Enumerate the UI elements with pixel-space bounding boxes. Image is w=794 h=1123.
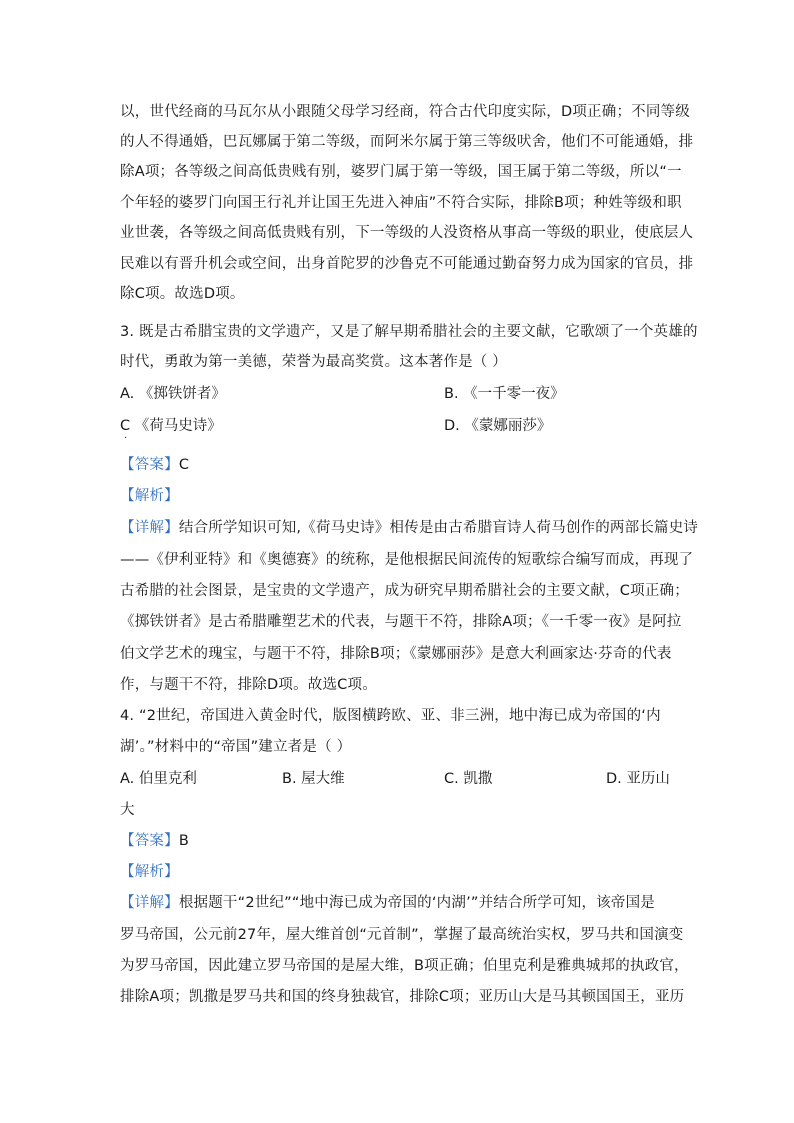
- q3-detail-line: [120, 518, 699, 538]
- question-3-stem: 3. 既是古希腊宝贵的文学遗产，又是了解早期希腊社会的主要文献，它歌颂了一个英雄的: [120, 324, 698, 340]
- detail-text: 根据题干“2世纪”“地中海已成为帝国的‘内湖’”并结合所学可知，该帝国是: [178, 895, 656, 911]
- text-line: 作，与题干不符，排除D项。故选C项。: [120, 677, 377, 693]
- text-line: 为罗马帝国，因此建立罗马帝国的是屋大维，B项正确；伯里克利是雅典城邦的执政官，: [120, 958, 689, 974]
- question-4-stem: 4. “2世纪，帝国进入黄金时代，版图横跨欧、亚、非三洲，地中海已成为帝国的‘内: [120, 708, 661, 724]
- q3-option-a: A. 《掷铁饼者》: [120, 386, 226, 402]
- text-line: 《掷铁饼者》是古希腊雕塑艺术的代表，与题干不符，排除A项；《一千零一夜》是阿拉: [120, 614, 682, 630]
- question-3-stem: 时代，勇敢为第一美德，荣誉为最高奖赏。这本著作是（ ）: [120, 354, 508, 370]
- q4-answer-line: [120, 831, 680, 851]
- analysis-tag: 【解析】: [120, 864, 179, 880]
- text-line: 古希腊的社会图景，是宝贵的文学遗产，成为研究早期希腊社会的主要文献，C项正确；: [120, 583, 689, 599]
- q3-answer-line: [120, 455, 680, 475]
- text-line: 除A项；各等级之间高低贵贱有别，婆罗门属于第一等级，国王属于第二等级，所以“一: [120, 164, 682, 180]
- analysis-tag: 【解析】: [120, 488, 179, 504]
- text-line: 罗马帝国，公元前27年，屋大维首创“元首制”，掌握了最高统治实权，罗马共和国演变: [120, 927, 684, 943]
- decorative-dot: ·: [124, 433, 128, 444]
- q4-option-b: B. 屋大维: [282, 771, 345, 787]
- text-line: 以，世代经商的马瓦尔从小跟随父母学习经商，符合古代印度实际，D项正确；不同等级: [120, 104, 690, 120]
- text-line: 伯文学艺术的瑰宝，与题干不符，排除B项；《蒙娜丽莎》是意大利画家达·芬奇的代表: [120, 646, 672, 662]
- q3-option-d: D. 《蒙娜丽莎》: [444, 418, 552, 434]
- answer-value: B: [178, 833, 189, 849]
- detail-tag: 【详解】: [120, 520, 179, 536]
- text-line: 业世袭，各等级之间高低贵贱有别，下一等级的人没资格从事高一等级的职业，使底层人: [120, 225, 694, 241]
- text-line: 除C项。故选D项。: [120, 286, 245, 302]
- q4-option-d-wrap: 大: [120, 802, 135, 818]
- q4-detail-line: [120, 893, 680, 913]
- q3-option-c: C 《荷马史诗》: [120, 418, 222, 434]
- text-line: 排除A项；凯撒是罗马共和国的终身独裁官，排除C项；亚历山大是马其顿国国王，亚历: [120, 989, 685, 1005]
- question-4-stem: 湖’。”材料中的“帝国”建立者是（ ）: [120, 739, 352, 755]
- q3-analysis-line: [120, 486, 680, 506]
- text-line: ——《伊利亚特》和《奥德赛》的统称，是他根据民间流传的短歌综合编写而成，再现了: [120, 552, 694, 568]
- text-line: 个年轻的婆罗门向国王行礼并让国王先进入神庙”不符合实际，排除B项；种姓等级和职: [120, 195, 682, 211]
- q4-option-c: C. 凯撒: [444, 771, 493, 787]
- answer-tag: 【答案】: [120, 457, 179, 473]
- detail-tag: 【详解】: [120, 895, 179, 911]
- q4-analysis-line: [120, 862, 680, 882]
- q4-option-a: A. 伯里克利: [120, 771, 197, 787]
- answer-value: C: [178, 457, 190, 473]
- q3-option-b: B. 《一千零一夜》: [444, 386, 565, 402]
- text-line: 的人不得通婚，巴瓦娜属于第二等级，而阿米尔属于第三等级吠舍，他们不可能通婚，排: [120, 134, 694, 150]
- text-line: 民难以有晋升机会或空间，出身首陀罗的沙鲁克不可能通过勤奋努力成为国家的官员，排: [120, 256, 694, 272]
- q4-option-d: D. 亚历山: [606, 771, 670, 787]
- answer-tag: 【答案】: [120, 833, 179, 849]
- detail-text: 结合所学知识可知,《荷马史诗》相传是由古希腊盲诗人荷马创作的两部长篇史诗: [178, 520, 699, 536]
